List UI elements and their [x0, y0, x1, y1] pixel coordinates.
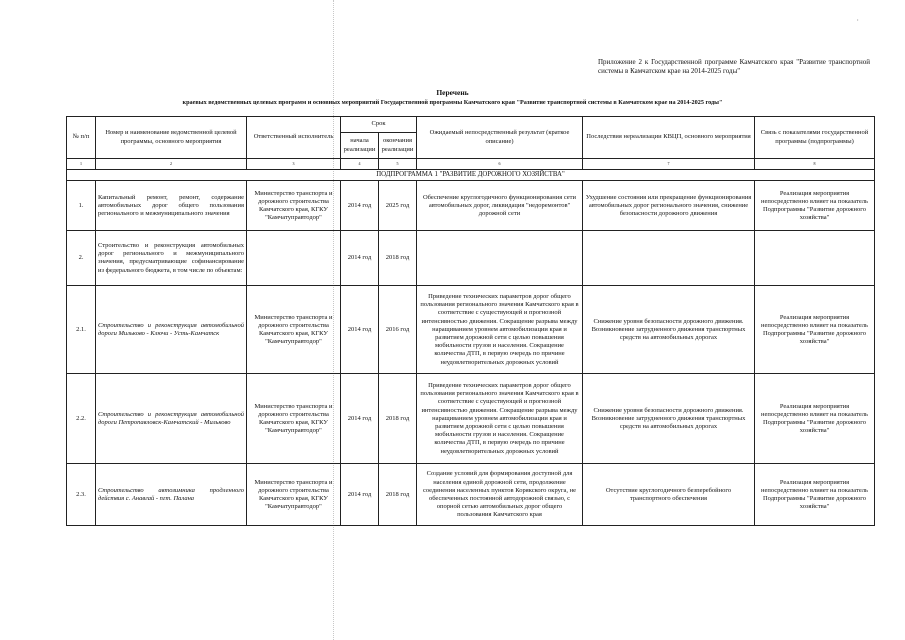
table-row	[67, 464, 875, 526]
table-row	[67, 181, 875, 231]
col-number: 3	[247, 159, 341, 170]
header-link: Связь с показателями государственной программы (подпрограммы)	[755, 117, 875, 159]
row-link	[755, 231, 875, 286]
appendix-note: Приложение 2 к Государственной программе Камчатского края "Развитие транспортной системы в Камчатском крае на 2014-2025 годы"	[598, 58, 870, 75]
header-term: Срок	[341, 117, 417, 133]
corner-mark: ·	[856, 16, 859, 25]
row-end: 2025 год	[379, 181, 417, 231]
table-row	[67, 231, 875, 286]
row-consequence: Отсутствие круглогодичного безперебойного транспортного обеспечения	[583, 464, 755, 526]
column-numbers-row	[67, 159, 875, 170]
row-name: Капитальный ремонт, ремонт, содержание автомобильных дорог общего пользования регионального и межмуниципального значения	[96, 181, 247, 231]
col-number: 2	[96, 159, 247, 170]
row-num: 2.3.	[67, 464, 96, 526]
row-end: 2016 год	[379, 286, 417, 374]
row-name: Строительство и реконструкция автомобильной дороги Петропавловск-Камчатский - Мильково	[96, 374, 247, 464]
row-consequence	[583, 231, 755, 286]
row-end: 2018 год	[379, 464, 417, 526]
col-number: 4	[341, 159, 379, 170]
row-consequence: Снижение уровня безопасности дорожного движения. Возникновение затрудненного движения транспортных средств на автомобильных дорогах	[583, 374, 755, 464]
header-end: окончания реализации	[379, 133, 417, 159]
row-executor: Министерство транспорта и дорожного строительства Камчатского края, КГКУ "Камчатуправтодор"	[247, 286, 341, 374]
row-consequence: Ухудшение состояния или прекращение функционирования автомобильных дорог регионального значения, снижение безопасности дорожного движения	[583, 181, 755, 231]
row-executor	[247, 231, 341, 286]
header-executor: Ответственный исполнитель	[247, 117, 341, 159]
document-title: Перечень	[436, 88, 469, 97]
row-link: Реализация мероприятия непосредственно влияет на показатель Подпрограммы "Развитие дорожного хозяйства"	[755, 464, 875, 526]
row-start: 2014 год	[341, 181, 379, 231]
row-result	[417, 231, 583, 286]
row-result: Создание условий для формирования доступной для населения единой дорожной сети, продолжение соединения населенных пунктов Корякского округа, не обеспеченных постоянной автодорожной связью, с опорной сетью автомобильных дорог общего пользования Камчатского края	[417, 464, 583, 526]
table-row	[67, 374, 875, 464]
row-num: 1.	[67, 181, 96, 231]
row-executor: Министерство транспорта и дорожного строительства Камчатского края, КГКУ "Камчатуправтодор"	[247, 181, 341, 231]
program-table	[66, 116, 875, 526]
document-heading	[0, 88, 905, 107]
row-start: 2014 год	[341, 231, 379, 286]
row-num: 2.2.	[67, 374, 96, 464]
row-executor: Министерство транспорта и дорожного строительства Камчатского края, КГКУ "Камчатуправтодор"	[247, 464, 341, 526]
row-link: Реализация мероприятия непосредственно влияет на показатель Подпрограммы "Развитие дорожного хозяйства"	[755, 374, 875, 464]
col-number: 5	[379, 159, 417, 170]
row-start: 2014 год	[341, 374, 379, 464]
document-subtitle: краевых ведомственных целевых программ и основных мероприятий Государственной программы Камчатского края "Развитие транспортной системы в Камчатском крае на 2014-2025 годы"	[182, 99, 723, 106]
col-number: 6	[417, 159, 583, 170]
header-num: № п/п	[67, 117, 96, 159]
col-number: 1	[67, 159, 96, 170]
row-start: 2014 год	[341, 464, 379, 526]
row-end: 2018 год	[379, 374, 417, 464]
header-result: Ожидаемый непосредственный результат (краткое описание)	[417, 117, 583, 159]
row-end: 2018 год	[379, 231, 417, 286]
row-result: Обеспечение круглогодичного функционирования сети автомобильных дорог, ликвидация "недоремонтов" дорожной сети	[417, 181, 583, 231]
row-name: Строительство и реконструкция автомобильных дорог регионального и межмуниципального значения, предусматривающие софинансирование из федерального бюджета, в том числе по объектам:	[96, 231, 247, 286]
row-link: Реализация мероприятия непосредственно влияет на показатель Подпрограммы "Развитие дорожного хозяйства"	[755, 181, 875, 231]
row-result: Приведение технических параметров дорог общего пользования регионального значения Камчатского края в соответствие с существующей и прогнозной интенсивностью движения. Сокращение разрыва между наращиванием уровнем автомобилизации края и развитием дорожной сети с целью повышения мобильности грузов и населения. Сокращение количества ДТП, в первую очередь по причине неудовлетворительных дорожных условий	[417, 286, 583, 374]
header-consequence: Последствия нереализации КВЦП, основного мероприятия	[583, 117, 755, 159]
row-num: 2.1.	[67, 286, 96, 374]
header-start: начала реализации	[341, 133, 379, 159]
col-number: 7	[583, 159, 755, 170]
row-name: Строительство автозимника продленного действия с. Анавгай - пгт. Палана	[96, 464, 247, 526]
header-name: Номер и наименование ведомственной целевой программы, основного мероприятия	[96, 117, 247, 159]
row-name: Строительство и реконструкция автомобильной дороги Мильково - Ключи - Усть-Камчатск	[96, 286, 247, 374]
row-start: 2014 год	[341, 286, 379, 374]
row-num: 2.	[67, 231, 96, 286]
col-number: 8	[755, 159, 875, 170]
table-row	[67, 286, 875, 374]
row-result: Приведение технических параметров дорог общего пользования регионального значения Камчатского края в соответствие с существующей и прогнозной интенсивностью движения. Сокращение разрыва между наращиванием уровнем автомобилизации края и развитием дорожной сети с целью повышения мобильности грузов и населения. Сокращение количества ДТП, в первую очередь по причине неудовлетворительных дорожных условий	[417, 374, 583, 464]
subprogram-row	[67, 170, 875, 181]
row-link: Реализация мероприятия непосредственно влияет на показатель Подпрограммы "Развитие дорожного хозяйства"	[755, 286, 875, 374]
row-consequence: Снижение уровня безопасности дорожного движения. Возникновение затрудненного движения транспортных средств на автомобильных дорогах	[583, 286, 755, 374]
row-executor: Министерство транспорта и дорожного строительства Камчатского края, КГКУ "Камчатуправтодор"	[247, 374, 341, 464]
subprogram-title: ПОДПРОГРАММА 1 "РАЗВИТИЕ ДОРОЖНОГО ХОЗЯЙСТВА"	[67, 170, 875, 181]
